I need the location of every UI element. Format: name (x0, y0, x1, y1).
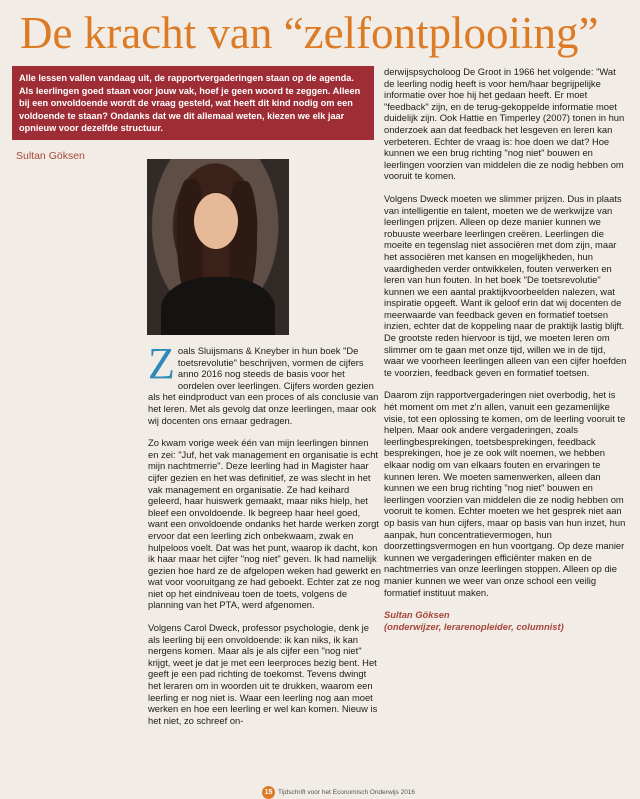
signature-role: (onderwijzer, lerarenopleider, columnist) (384, 620, 564, 632)
column-right (384, 66, 628, 632)
article-title: De kracht van “zelfontplooiing” (20, 8, 599, 58)
author-byline: Sultan Göksen (16, 150, 85, 162)
photo-face (194, 193, 238, 249)
page-footer (262, 786, 415, 799)
paragraph-5: Volgens Dweck moeten we slimmer prijzen. Dus in plaats van intelligentie en talent, moeten we de werkwijze van leerlingen prijzen. Alleen op deze manier kunnen we robuuste weerbare leerlingen creëren. Leerlingen die moeite en tegenslag niet associëren met dom zijn, maar het associëren met kansen en mogelijkheden, hun vaardigheden verder ontwikkelen, fouten verwerken en leren van hun fouten. In het boek "De toetsrevolutie" kunnen we een aantal praktijkvoorbeelden nalezen, wat inspiratie opgeeft. Want ik geloof erin dat wij docenten de meerwaarde van feedback geven en formatief toetsen inzien, echter dat de koppeling naar de praktijk lastig blijft. De grootste reden hiervoor is tijd, we moeten leren om slimmer om te gaan met onze tijd, willen we in de tijd, waar we voorheen leerlingen alleen van een cijfer hoefden te voorzien, feedback geven en formatief toetsen. (384, 192, 627, 378)
lead-paragraph (148, 339, 381, 426)
paragraph-3: Volgens Carol Dweck, professor psychologie, denk je als leerling bij een onvoldoende: ik kan niks, ik kan nergens komen. Maar als je als cijfer een "nog niet" krijgt, weet je dat je met een leerproces bezig bent. Het geeft je een pad richting de toekomst. Tevens dwingt het leraren om in woorden uit te drukken, waarom een leerling er nog niet is. Waar een leerling nog aan moet werken en hoe een leerling er wel kan komen. Nieuw is het niet, zo schreef on- (148, 622, 378, 726)
author-photo (147, 159, 289, 335)
paragraph-6: Daarom zijn rapportvergaderingen niet overbodig, het is hét moment om met z'n allen, vanuit een gezamenlijke visie, tot een oplossing te komen, om de leerling vooruit te helpen. Maar ook andere vergaderingen, zoals leerlingbesprekingen, toetsbesprekingen, feedback besprekingen, hoe je ze ook wilt noemen, we hebben elkaar nodig om van elkaars fouten en ervaringen te kunnen leren. We moeten samenwerken, alleen dan kunnen we een brug richting "nog niet" bouwen en leerlingen voorzien van middelen die ze nodig hebben om vooruit te komen. Echter moeten we het gesprek niet aan op basis van hun cijfers, maar op basis van hun inzet, hun aanpak, hun concentratievermogen, hun doorzettingsvermogen en hun voortgang. Op deze manier kunnen we vergaderingen efficiënter maken en de nachtmerries van onze leerlingen stoppen. Alleen op die manier kunnen we weer van onze school een veilig formatief instituut maken. (384, 389, 626, 598)
paragraph-2: Zo kwam vorige week één van mijn leerlingen binnen en zei: "Juf, het vak management en organisatie is echt mijn nachtmerrie". Deze leerling had in Magister haar cijfer gezien en het was definitief, ze was slecht in het vak management en organisatie. Ze had keihard geleerd, haar huiswerk gemaakt, maar niks hielp, het bleef een onvoldoende. Ik begreep haar heel goed, want een onvoldoende ondanks het harde werken zorgt ervoor dat een leerling zich onbekwaam, zwak en hulpeloos voelt. Dat was het punt, waarop ik dacht, kon ik haar maar het cijfer "nog niet" geven. Ik had namelijk gezien hoe hard ze de afgelopen weken had gewerkt en wat voor vooruitgang ze had geboekt. Echter zat ze nog niet op het eindniveau toen de toets, volgens de planning van het PTA, werd afgenomen. (148, 437, 381, 611)
intro-box: Alle lessen vallen vandaag uit, de rapportvergaderingen staan op de agenda. Als leerlingen goed staan voor jouw vak, hoef je geen woord te zeggen. Alleen bij een onvoldoende wordt de vraag gesteld, wat heeft dit kind nodig om een voldoende te staan? Ondanks dat we dit allemaal weten, kiezen we elk jaar opnieuw voor dezelfde structuur. (12, 66, 374, 140)
page-number: 15 (262, 786, 275, 799)
paragraph-4: derwijspsycholoog De Groot in 1966 het volgende: "Wat de leerling nodig heeft is voor hem/haar begrijpelijke informatie over hoe hij het gedaan heeft. Er moet "feedback" zijn, en de terug-gekoppelde informatie moet duidelijk zijn. Ook Hattie en Timperley (2007) tonen in hun onderzoek aan dat feedback het lesgeven en leren kan verbeteren. Echter de vraag is: hoe doen we dat? Hoe kunnen we een brug richting "nog niet" bouwen en leerlingen voorzien van middelen die ze nodig hebben om vooruit te komen. (384, 66, 625, 182)
publication-name: Tijdschrift voor het Economisch Onderwijs 2016 (278, 789, 416, 796)
signature-name: Sultan Göksen (384, 609, 450, 621)
photo-clothing (161, 277, 275, 335)
column-left (148, 339, 381, 737)
drop-cap: Z (148, 339, 175, 388)
lead-text: oals Sluijsmans & Kneyber in hun boek "De toetsrevolutie" beschrijven, vormen de cijfers anno 2016 nog steeds de basis voor het oordelen over leerlingen. Cijfers worden gezien als het eindproduct van een proces of als conclusie van het leren. Met als gevolg dat onze leerlingen, maar ook wij docenten ons ernaar gedragen. (148, 345, 379, 426)
